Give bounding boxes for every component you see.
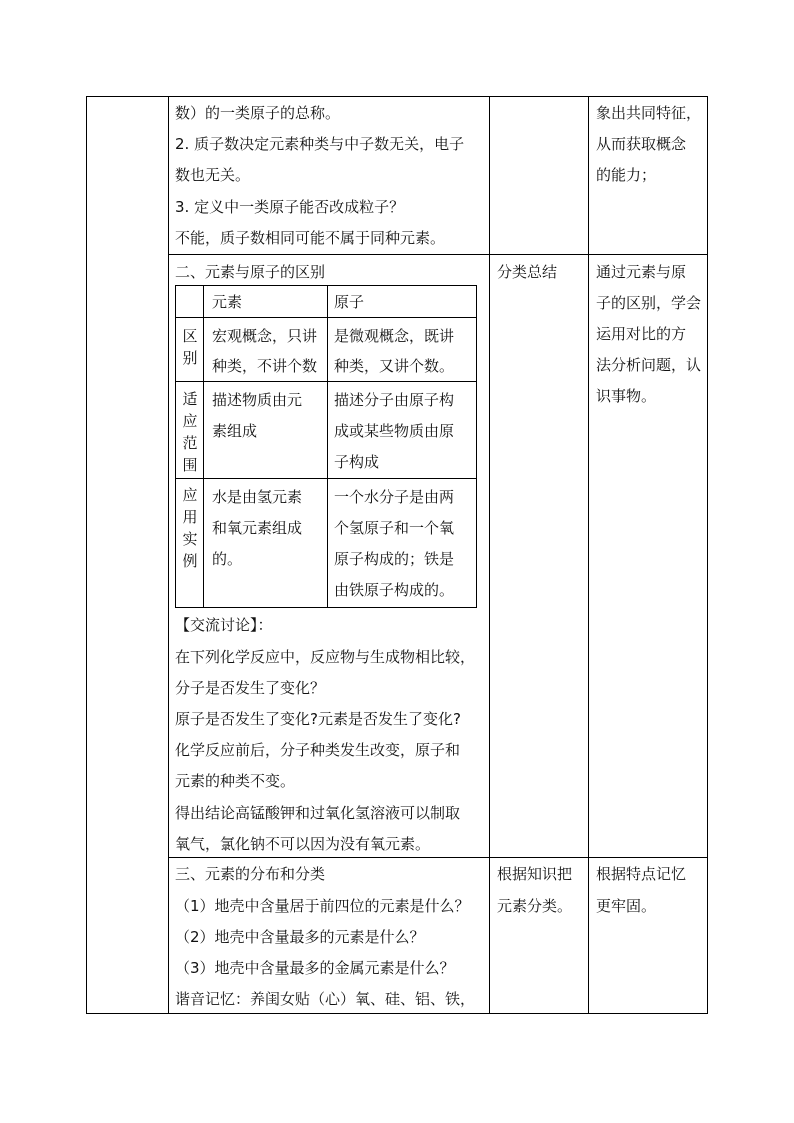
- comparison-cell: 描述物质由元: [212, 391, 303, 409]
- comparison-col-divider: [203, 285, 204, 607]
- question-line: （1）地壳中含量居于前四位的元素是什么？: [175, 897, 470, 915]
- content-paragraph: 2. 质子数决定元素种类与中子数无关，电子: [175, 135, 465, 153]
- comparison-row-label: 应用实例: [182, 486, 198, 570]
- discussion-heading: 【交流讨论】：: [175, 616, 273, 634]
- comparison-cell: 是微观概念，既讲: [334, 327, 455, 345]
- comparison-col-divider: [327, 285, 328, 607]
- comparison-cell: 和氧元素组成: [212, 519, 303, 537]
- section-heading: 二、元素与原子的区别: [175, 263, 326, 281]
- comparison-cell: 由铁原子构成的。: [334, 581, 455, 599]
- comparison-row-divider: [175, 478, 476, 479]
- content-paragraph: 3. 定义中一类原子能否改成粒子？: [175, 198, 405, 216]
- goal-text: 更牢固。: [596, 897, 657, 915]
- goal-text: 法分析问题，认: [596, 356, 702, 374]
- discussion-line: 得出结论高锰酸钾和过氧化氢溶液可以制取: [175, 804, 461, 822]
- discussion-line: 分子是否发生了变化？: [175, 679, 326, 697]
- table-border-right: [707, 96, 708, 1014]
- content-paragraph: 不能，质子数相同可能不属于同种元素。: [175, 229, 446, 247]
- question-line: （3）地壳中含量最多的金属元素是什么？: [175, 959, 455, 977]
- goal-text: 的能力；: [596, 166, 657, 184]
- discussion-line: 原子是否发生了变化?元素是否发生了变化?: [175, 710, 461, 728]
- question-line: （2）地壳中含量最多的元素是什么？: [175, 928, 425, 946]
- activity-text: 分类总结: [497, 263, 558, 281]
- comparison-row-label: 区别: [182, 327, 198, 367]
- comparison-cell: 宏观概念，只讲: [212, 327, 318, 345]
- goal-text: 通过元素与原: [596, 263, 687, 281]
- comparison-cell: 种类，又讲个数。: [334, 357, 455, 375]
- comparison-cell: 描述分子由原子构: [334, 391, 455, 409]
- comparison-cell: 成或某些物质由原: [334, 422, 455, 440]
- comparison-cell: 种类，不讲个数: [212, 357, 318, 375]
- goal-text: 子的区别，学会: [596, 294, 702, 312]
- comparison-cell: 的。: [212, 550, 243, 568]
- comparison-row-divider: [175, 381, 476, 382]
- comparison-cell: 一个水分子是由两: [334, 488, 455, 506]
- discussion-line: 元素的种类不变。: [175, 772, 296, 790]
- comparison-cell: 素组成: [212, 422, 258, 440]
- goal-text: 识事物。: [596, 387, 657, 405]
- comparison-header-element: 元素: [212, 293, 243, 311]
- activity-text: 元素分类。: [497, 897, 573, 915]
- content-paragraph: 数）的一类原子的总称。: [175, 104, 341, 122]
- discussion-line: 氧气，氯化钠不可以因为没有氧元素。: [175, 835, 431, 853]
- goal-text: 象出共同特征，: [596, 104, 702, 122]
- table-col-divider-3: [588, 96, 589, 1014]
- table-border-top: [86, 96, 708, 97]
- question-line: 谐音记忆：养闺女贴（心）氧、硅、铝、铁，: [175, 990, 476, 1008]
- comparison-header-atom: 原子: [334, 293, 365, 311]
- comparison-cell: 水是由氢元素: [212, 488, 303, 506]
- comparison-cell: 子构成: [334, 453, 380, 471]
- discussion-line: 在下列化学反应中，反应物与生成物相比较，: [175, 648, 476, 666]
- content-paragraph: 数也无关。: [175, 166, 251, 184]
- comparison-cell: 原子构成的；铁是: [334, 550, 455, 568]
- table-border-left: [86, 96, 87, 1014]
- table-row-divider-1: [168, 254, 708, 255]
- section-heading: 三、元素的分布和分类: [175, 865, 326, 883]
- comparison-cell: 个氢原子和一个氧: [334, 519, 455, 537]
- goal-text: 运用对比的方: [596, 325, 687, 343]
- activity-text: 根据知识把: [497, 865, 573, 883]
- goal-text: 从而获取概念: [596, 135, 687, 153]
- table-border-bottom: [86, 1013, 708, 1014]
- table-row-divider-2: [168, 857, 708, 858]
- discussion-line: 化学反应前后，分子种类发生改变，原子和: [175, 741, 461, 759]
- table-col-divider-2: [489, 96, 490, 1014]
- table-col-divider-1: [168, 96, 169, 1014]
- comparison-row-divider: [175, 317, 476, 318]
- goal-text: 根据特点记忆: [596, 865, 687, 883]
- comparison-row-label: 适应范围: [182, 390, 198, 474]
